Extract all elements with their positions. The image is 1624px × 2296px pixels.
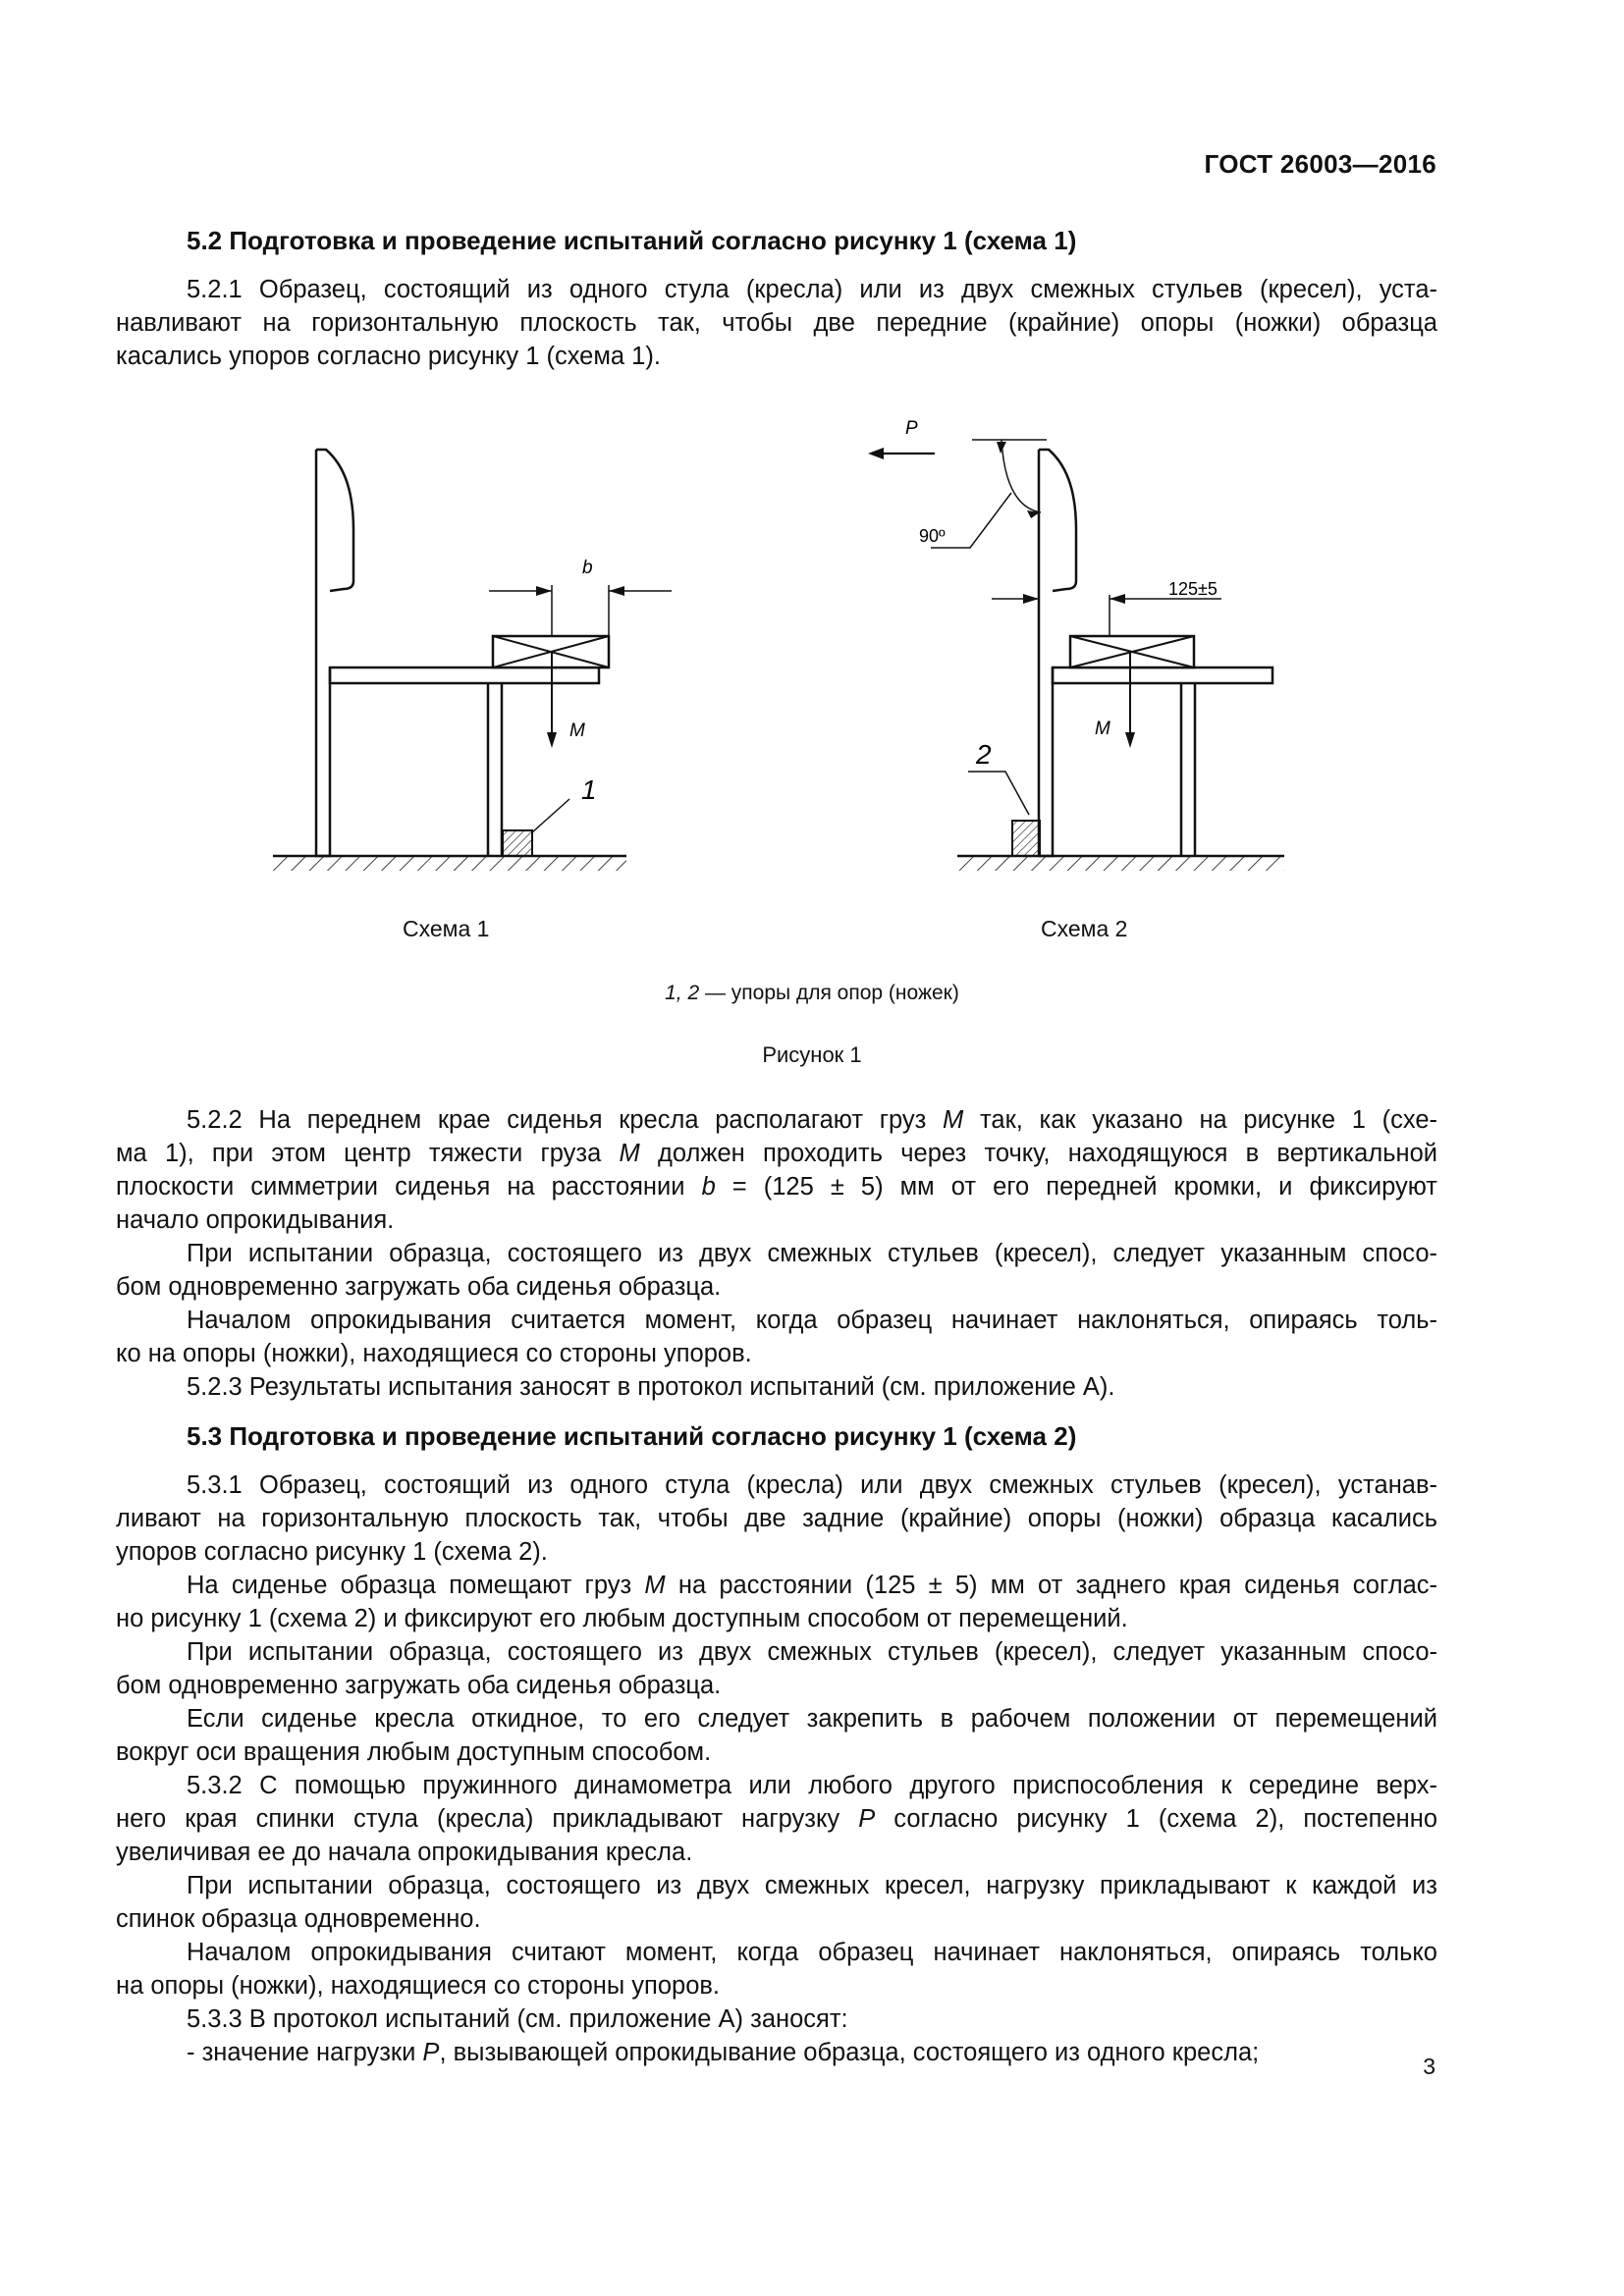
text-line: ко на опоры (ножки), находящиеся со стороны упоров. xyxy=(116,1340,752,1367)
text-line: упоров согласно рисунку 1 (схема 2). xyxy=(116,1538,548,1566)
stop-2-callout xyxy=(962,726,1080,834)
label-P: P xyxy=(905,418,918,439)
scheme-1-caption: Схема 1 xyxy=(403,916,490,941)
label-2: 2 xyxy=(976,739,992,770)
scheme-1 xyxy=(273,450,672,871)
text-line: вокруг оси вращения любым доступным способом. xyxy=(116,1738,712,1766)
leader-2 xyxy=(968,772,1029,815)
text-line: навливают на горизонтальную плоскость так, чтобы две передние (крайние) опоры (ножки) образца xyxy=(116,309,1437,337)
text-line: При испытании образца, состоящего из двух смежных кресел, нагрузку прикладывают к каждой из xyxy=(187,1872,1437,1899)
legend-text: — упоры для опор (ножек) xyxy=(699,982,959,1004)
section-5-3-heading: 5.3 Подготовка и проведение испытаний согласно рисунку 1 (схема 2) xyxy=(187,1421,1077,1451)
scheme-2-caption: Схема 2 xyxy=(1041,916,1128,941)
text-line: 5.3.2 С помощью пружинного динамометра или любого другого приспособления к середине верх- xyxy=(187,1772,1437,1799)
text-line: бом одновременно загружать оба сиденья образца. xyxy=(116,1273,722,1301)
figure-legend xyxy=(0,982,1624,1005)
text-line: начало опрокидывания. xyxy=(116,1206,395,1234)
label-90: 90º xyxy=(919,526,946,546)
section-5-3-body xyxy=(116,1468,1437,2069)
paragraph-5-2-2 xyxy=(116,1103,1437,1404)
ground-line-1 xyxy=(273,856,626,871)
paragraph-5-2-1 xyxy=(116,273,1437,373)
text-line: При испытании образца, состоящего из двух смежных стульев (кресел), следует указанным спосо- xyxy=(187,1638,1437,1666)
text-line: касались упоров согласно рисунку 1 (схема 1). xyxy=(116,343,661,370)
text-line: 5.2.1 Образец, состоящий из одного стула (кресла) или из двух смежных стульев (кресел), уста- xyxy=(187,276,1437,303)
scheme-2-annotations xyxy=(825,402,1237,579)
text-line: - значение нагрузки P, вызывающей опрокидывание образца, состоящего из одного кресла; xyxy=(187,2039,1260,2066)
ground-line-2 xyxy=(957,856,1284,871)
dimension-b xyxy=(489,585,672,636)
text-line: но рисунку 1 (схема 2) и фиксируют его любым доступным способом от перемещений. xyxy=(116,1605,1128,1632)
text-line: Если сиденье кресла откидное, то его следует закрепить в рабочем положении от перемещений xyxy=(187,1705,1437,1733)
force-arrow-P xyxy=(868,448,935,459)
label-1: 1 xyxy=(581,774,597,805)
legend-numbers: 1, 2 xyxy=(665,982,700,1004)
text-line: Началом опрокидывания считается момент, когда образец начинает наклоняться, опираясь толь- xyxy=(187,1307,1437,1334)
stop-block-1 xyxy=(503,830,532,856)
text-line: ливают на горизонтальную плоскость так, чтобы две задние (крайние) опоры (ножки) образца касались xyxy=(116,1505,1437,1532)
text-line: ма 1), при этом центр тяжести груза M должен проходить через точку, находящуюся в вертикальной xyxy=(116,1140,1437,1167)
text-line: 5.3.1 Образец, состоящий из одного стула (кресла) или двух смежных стульев (кресел), устанав- xyxy=(187,1471,1437,1499)
label-125: 125±5 xyxy=(1168,579,1218,599)
text-line: плоскости симметрии сиденья на расстоянии b = (125 ± 5) мм от его передней кромки, и фиксируют xyxy=(116,1173,1437,1201)
leader-1 xyxy=(532,799,569,832)
text-line: 5.2.3 Результаты испытания заносят в протокол испытаний (см. приложение А). xyxy=(187,1373,1115,1401)
figure-title: Рисунок 1 xyxy=(762,1042,862,1067)
text-line: При испытании образца, состоящего из двух смежных стульев (кресел), следует указанным спосо- xyxy=(187,1240,1437,1267)
text-line: 5.3.3 В протокол испытаний (см. приложение А) заносят: xyxy=(187,2005,848,2033)
document-header: ГОСТ 26003—2016 xyxy=(1204,149,1436,179)
text-line: бом одновременно загружать оба сиденья образца. xyxy=(116,1672,722,1699)
text-line: на опоры (ножки), находящиеся со стороны упоров. xyxy=(116,1972,721,2000)
page-number: 3 xyxy=(1423,2054,1435,2079)
text-line: На сиденье образца помещают груз M на расстоянии (125 ± 5) мм от заднего края сиденья соглас- xyxy=(187,1572,1438,1599)
label-M1: M xyxy=(569,721,585,741)
label-M2: M xyxy=(1095,719,1110,739)
text-line: Началом опрокидывания считают момент, когда образец начинает наклоняться, опираясь только xyxy=(187,1939,1437,1966)
text-line: увеличивая ее до начала опрокидывания кресла. xyxy=(116,1839,693,1866)
text-line: спинок образца одновременно. xyxy=(116,1905,481,1933)
section-5-2-heading: 5.2 Подготовка и проведение испытаний согласно рисунку 1 (схема 1) xyxy=(187,226,1077,255)
text-line: него края спинки стула (кресла) прикладывают нагрузку P согласно рисунку 1 (схема 2), постепенно xyxy=(116,1805,1438,1833)
text-line: 5.2.2 На переднем крае сиденья кресла располагают груз M так, как указано на рисунке 1 (схе- xyxy=(187,1106,1438,1134)
angle-90-mark xyxy=(931,440,1047,548)
label-b: b xyxy=(582,558,593,578)
